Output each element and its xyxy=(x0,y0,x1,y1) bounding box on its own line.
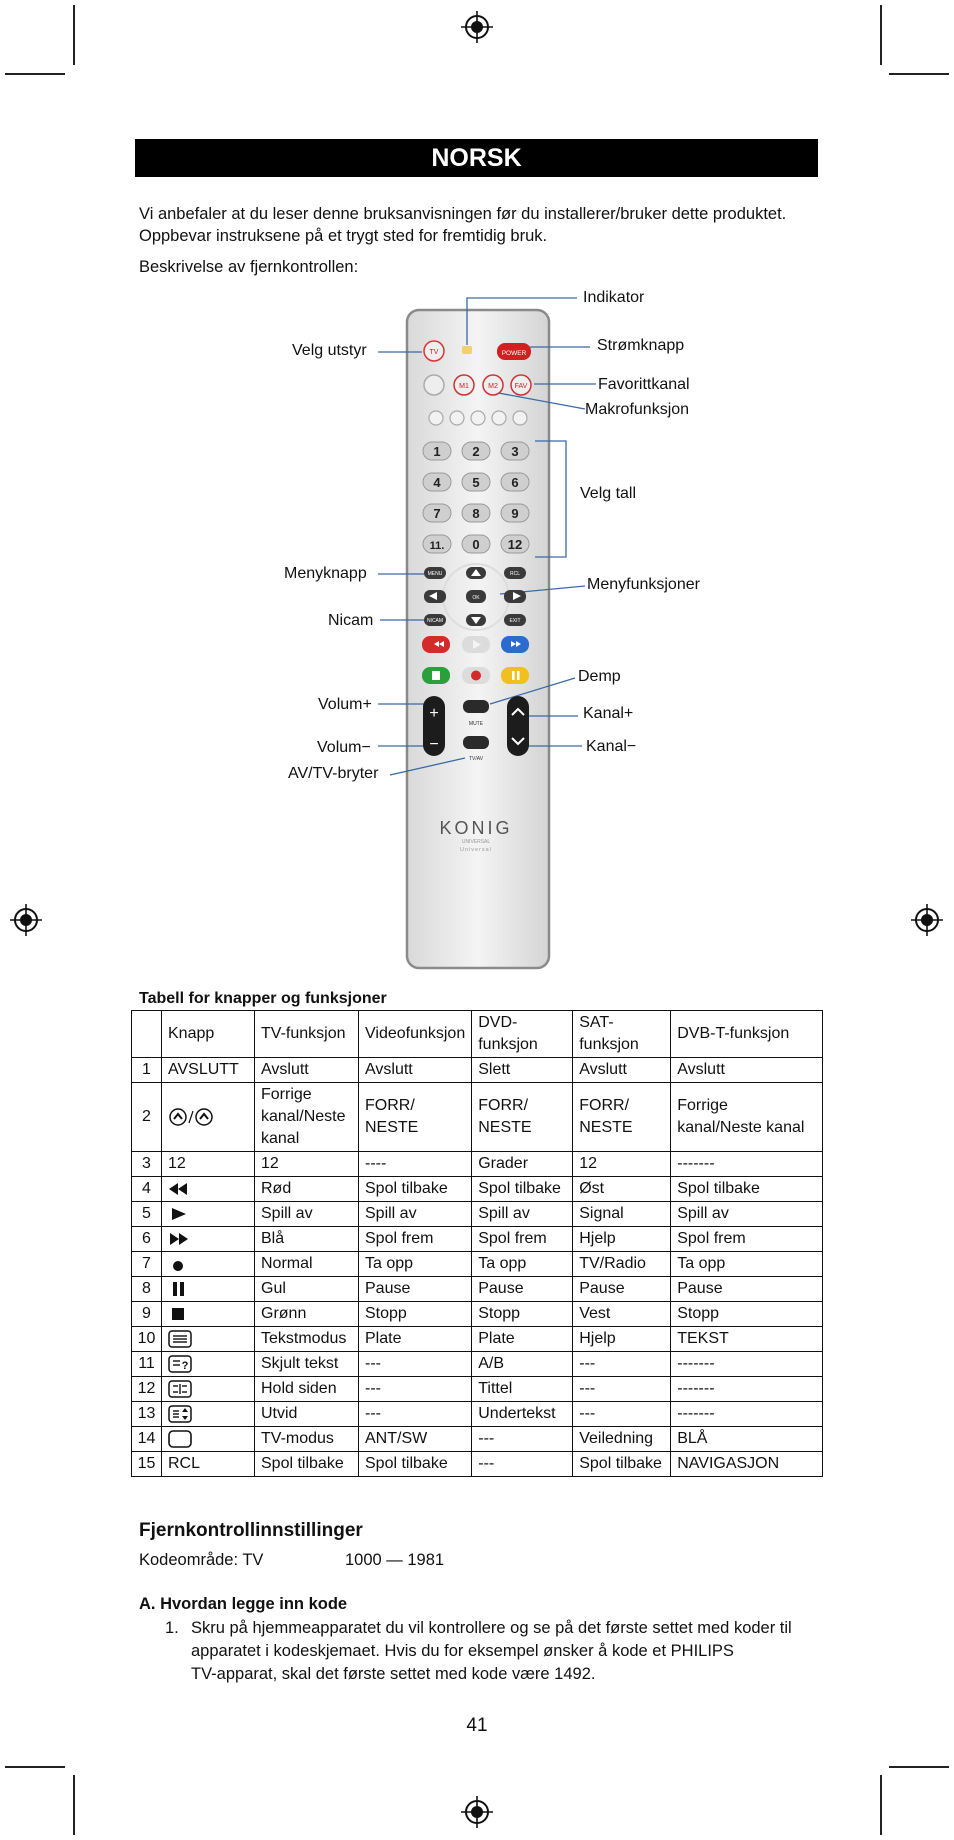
cell: Spol frem xyxy=(472,1227,573,1252)
header-cell: Knapp xyxy=(162,1011,255,1058)
exit-button-label: EXIT xyxy=(509,618,521,624)
cell: --- xyxy=(573,1402,671,1427)
table-row xyxy=(132,1277,823,1302)
table-row xyxy=(132,1152,823,1177)
cell: --- xyxy=(472,1452,573,1477)
crop-mark xyxy=(5,1766,65,1768)
cell: --- xyxy=(359,1402,472,1427)
digit-label: 0 xyxy=(472,537,480,552)
svg-text:−: − xyxy=(429,736,439,753)
cell xyxy=(162,1377,255,1402)
callout-av-tv: AV/TV-bryter xyxy=(288,765,379,782)
table-row xyxy=(132,1352,823,1377)
cell: 12 xyxy=(162,1152,255,1177)
callout-kanal-pluss: Kanal+ xyxy=(583,705,634,722)
callout-volum-minus: Volum− xyxy=(317,739,371,756)
table-caption: Tabell for knapper og funksjoner xyxy=(139,990,387,1007)
cell xyxy=(162,1252,255,1277)
table-row xyxy=(132,1302,823,1327)
crop-mark xyxy=(889,1766,949,1768)
mode-button xyxy=(429,411,443,425)
cell: Pause xyxy=(573,1277,671,1302)
cell: Skjult tekst xyxy=(255,1352,359,1377)
subsection-heading: A. Hvordan legge inn kode xyxy=(139,1595,348,1613)
cell: TEKST xyxy=(671,1327,823,1352)
cell: 11 xyxy=(132,1352,162,1377)
step-text: TV-apparat, skal det første settet med kode være 1492. xyxy=(191,1665,596,1683)
cell: ---- xyxy=(359,1152,472,1177)
digit-label: 1 xyxy=(433,444,441,459)
mode-button xyxy=(513,411,527,425)
function-table xyxy=(131,1010,823,1477)
cell: --- xyxy=(359,1377,472,1402)
callout-nicam: Nicam xyxy=(328,612,374,629)
header-cell xyxy=(132,1011,162,1058)
cell: Forrige kanal/Neste kanal xyxy=(671,1083,823,1152)
registration-mark-icon xyxy=(461,1796,493,1828)
brand-sub: Universal xyxy=(460,847,492,853)
step-text: apparatet i kodeskjemaet. Hvis du for eksempel ønsker å kode et PHILIPS xyxy=(191,1642,734,1660)
cell: ANT/SW xyxy=(359,1427,472,1452)
header-cell: DVD-funksjon xyxy=(472,1011,573,1058)
remote-heading: Beskrivelse av fjernkontrollen: xyxy=(139,258,359,276)
cell: 5 xyxy=(132,1202,162,1227)
fav-button-label: FAV xyxy=(514,383,528,390)
cell: Tittel xyxy=(472,1377,573,1402)
cell: Veiledning xyxy=(573,1427,671,1452)
cell: ------- xyxy=(671,1402,823,1427)
step-number: 1. xyxy=(165,1619,179,1637)
record-icon xyxy=(168,1257,190,1271)
digit-label: 8 xyxy=(472,506,480,521)
cell: Stopp xyxy=(359,1302,472,1327)
cell: Spol tilbake xyxy=(671,1177,823,1202)
brand-sub: UNIVERSAL xyxy=(461,839,491,845)
tvav-button xyxy=(463,736,489,749)
header-cell: Videofunksjon xyxy=(359,1011,472,1058)
cell: ------- xyxy=(671,1152,823,1177)
cell: 7 xyxy=(132,1252,162,1277)
digit-label: 9 xyxy=(511,506,519,521)
cell xyxy=(162,1327,255,1352)
cell xyxy=(162,1352,255,1377)
cell: Tekstmodus xyxy=(255,1327,359,1352)
cell: ------- xyxy=(671,1377,823,1402)
cell: 8 xyxy=(132,1277,162,1302)
mute-label: MUTE xyxy=(468,721,484,727)
cell: 14 xyxy=(132,1427,162,1452)
mode-button xyxy=(492,411,506,425)
cell: Normal xyxy=(255,1252,359,1277)
cell: Ta opp xyxy=(671,1252,823,1277)
table-row xyxy=(132,1058,823,1083)
crop-mark xyxy=(880,1775,882,1835)
digit-label: 5 xyxy=(472,475,480,490)
digit-label: 12 xyxy=(507,537,523,552)
cell: Rød xyxy=(255,1177,359,1202)
digit-label: 4 xyxy=(433,475,441,490)
m2-button-label: M2 xyxy=(488,383,498,390)
cell: Spill av xyxy=(472,1202,573,1227)
cell: Blå xyxy=(255,1227,359,1252)
code-range: 1000 — 1981 xyxy=(345,1551,445,1569)
callout-kanal-minus: Kanal− xyxy=(586,738,637,755)
stop-icon xyxy=(168,1307,190,1321)
cell: FORR/ NESTE xyxy=(573,1083,671,1152)
page-number: 41 xyxy=(466,1715,488,1736)
cell: TV-modus xyxy=(255,1427,359,1452)
table-header-row xyxy=(132,1011,823,1058)
cell: FORR/ NESTE xyxy=(472,1083,573,1152)
channel-up-down-icon xyxy=(168,1107,214,1127)
cell: Spol tilbake xyxy=(472,1177,573,1202)
cell: Signal xyxy=(573,1202,671,1227)
cell: AVSLUTT xyxy=(162,1058,255,1083)
callout-indikator: Indikator xyxy=(583,289,645,306)
cell: Utvid xyxy=(255,1402,359,1427)
cell: --- xyxy=(573,1377,671,1402)
cell: Vest xyxy=(573,1302,671,1327)
section-heading: Fjernkontrollinnstillinger xyxy=(139,1520,363,1541)
callout-demp: Demp xyxy=(578,668,621,685)
cell: BLÅ xyxy=(671,1427,823,1452)
cell: 6 xyxy=(132,1227,162,1252)
cell: Spill av xyxy=(255,1202,359,1227)
fast-forward-icon xyxy=(168,1232,190,1246)
digit-label: 6 xyxy=(511,475,519,490)
crop-mark xyxy=(73,1775,75,1835)
table-row xyxy=(132,1202,823,1227)
cell: Spol frem xyxy=(671,1227,823,1252)
callout-volum-pluss: Volum+ xyxy=(318,696,372,713)
callout-menyknapp: Menyknapp xyxy=(284,565,367,582)
table-row xyxy=(132,1327,823,1352)
cell: RCL xyxy=(162,1452,255,1477)
cell: 4 xyxy=(132,1177,162,1202)
cell: Undertekst xyxy=(472,1402,573,1427)
m1-button-label: M1 xyxy=(459,383,469,390)
cell: Plate xyxy=(472,1327,573,1352)
cell: Hold siden xyxy=(255,1377,359,1402)
cell xyxy=(162,1227,255,1252)
callout-velg-utstyr: Velg utstyr xyxy=(292,342,367,359)
cell: 12 xyxy=(132,1377,162,1402)
cell: Pause xyxy=(359,1277,472,1302)
cell xyxy=(162,1277,255,1302)
cell: Grader xyxy=(472,1152,573,1177)
cell: Avslutt xyxy=(359,1058,472,1083)
cell: Avslutt xyxy=(255,1058,359,1083)
channel-rocker xyxy=(507,696,529,756)
svg-text:?: ? xyxy=(181,1359,189,1372)
cell: Hjelp xyxy=(573,1327,671,1352)
table-row xyxy=(132,1452,823,1477)
cell xyxy=(162,1402,255,1427)
mode-button xyxy=(471,411,485,425)
nicam-button-label: NICAM xyxy=(426,618,444,624)
header-cell: SAT-funksjon xyxy=(573,1011,671,1058)
cell: Spol tilbake xyxy=(573,1452,671,1477)
table-row xyxy=(132,1252,823,1277)
blank-button xyxy=(424,375,444,395)
cell: Stopp xyxy=(671,1302,823,1327)
cell: Ta opp xyxy=(359,1252,472,1277)
intro-line: Oppbevar instruksene på et trygt sted for fremtidig bruk. xyxy=(139,227,548,245)
cell xyxy=(162,1302,255,1327)
pause-button xyxy=(501,667,529,684)
table-row xyxy=(132,1402,823,1427)
cell: Spol tilbake xyxy=(359,1177,472,1202)
tv-mode-icon xyxy=(168,1430,194,1448)
cell: Spol tilbake xyxy=(359,1452,472,1477)
cell: Spol frem xyxy=(359,1227,472,1252)
cell xyxy=(162,1083,255,1152)
cell: A/B xyxy=(472,1352,573,1377)
header-cell: TV-funksjon xyxy=(255,1011,359,1058)
tv-button-label: TV xyxy=(429,349,439,356)
indicator-led xyxy=(462,346,472,354)
cell: Avslutt xyxy=(671,1058,823,1083)
cell xyxy=(162,1202,255,1227)
teletext-icon xyxy=(168,1330,194,1348)
table-row xyxy=(132,1177,823,1202)
cell: 12 xyxy=(255,1152,359,1177)
cell: 9 xyxy=(132,1302,162,1327)
cell: Slett xyxy=(472,1058,573,1083)
rewind-icon xyxy=(168,1182,190,1196)
table-row xyxy=(132,1377,823,1402)
reveal-text-icon xyxy=(168,1355,194,1373)
play-icon xyxy=(168,1207,190,1221)
cell: Stopp xyxy=(472,1302,573,1327)
header-cell: DVB-T-funksjon xyxy=(671,1011,823,1058)
cell: --- xyxy=(573,1352,671,1377)
callout-favorittkanal: Favorittkanal xyxy=(598,376,690,393)
cell: Pause xyxy=(671,1277,823,1302)
cell: Grønn xyxy=(255,1302,359,1327)
cell: Gul xyxy=(255,1277,359,1302)
cell: 3 xyxy=(132,1152,162,1177)
cell: Hjelp xyxy=(573,1227,671,1252)
cell: Avslutt xyxy=(573,1058,671,1083)
menu-button-label: MENU xyxy=(427,571,443,577)
cell: ------- xyxy=(671,1352,823,1377)
digit-label: 7 xyxy=(433,506,441,521)
digit-label: 11. xyxy=(429,540,445,552)
power-button-label: POWER xyxy=(501,350,527,357)
cell: Forrige kanal/Neste kanal xyxy=(255,1083,359,1152)
callout-velg-tall: Velg tall xyxy=(580,485,637,502)
expand-icon xyxy=(168,1405,194,1423)
mute-button xyxy=(463,700,489,713)
mode-button xyxy=(450,411,464,425)
ok-button-label: OK xyxy=(472,595,480,601)
cell: Spill av xyxy=(359,1202,472,1227)
cell: Øst xyxy=(573,1177,671,1202)
cell: FORR/ NESTE xyxy=(359,1083,472,1152)
tvav-label: TV/AV xyxy=(468,756,484,762)
cell: --- xyxy=(472,1427,573,1452)
callout-makrofunksjon: Makrofunksjon xyxy=(585,401,690,418)
cell xyxy=(162,1177,255,1202)
intro-line: Vi anbefaler at du leser denne bruksanvisningen før du installerer/bruker dette produktet. xyxy=(139,205,787,223)
cell: 12 xyxy=(573,1152,671,1177)
cell: NAVIGASJON xyxy=(671,1452,823,1477)
hold-page-icon xyxy=(168,1380,194,1398)
callout-stromknapp: Strømknapp xyxy=(597,337,685,354)
cell: Spill av xyxy=(671,1202,823,1227)
cell: --- xyxy=(359,1352,472,1377)
cell: 13 xyxy=(132,1402,162,1427)
callout-menyfunksjoner: Menyfunksjoner xyxy=(587,576,700,593)
digit-label: 2 xyxy=(472,444,480,459)
brand-logo: KONIG xyxy=(439,818,513,838)
cell: TV/Radio xyxy=(573,1252,671,1277)
table-row xyxy=(132,1083,823,1152)
rcl-button-label: RCL xyxy=(509,571,521,577)
page-title: NORSK xyxy=(135,139,818,177)
step-text: Skru på hjemmeapparatet du vil kontrollere og se på det første settet med koder til xyxy=(191,1619,792,1637)
cell: 10 xyxy=(132,1327,162,1352)
cell xyxy=(162,1427,255,1452)
cell: 15 xyxy=(132,1452,162,1477)
cell: Spol tilbake xyxy=(255,1452,359,1477)
cell: 1 xyxy=(132,1058,162,1083)
cell: 2 xyxy=(132,1083,162,1152)
cell: Plate xyxy=(359,1327,472,1352)
table-row xyxy=(132,1427,823,1452)
pause-icon xyxy=(168,1282,190,1296)
code-label: Kodeområde: TV xyxy=(139,1551,264,1569)
digit-label: 3 xyxy=(511,444,519,459)
cell: Pause xyxy=(472,1277,573,1302)
svg-text:+: + xyxy=(429,705,439,722)
table-row xyxy=(132,1227,823,1252)
cell: Ta opp xyxy=(472,1252,573,1277)
